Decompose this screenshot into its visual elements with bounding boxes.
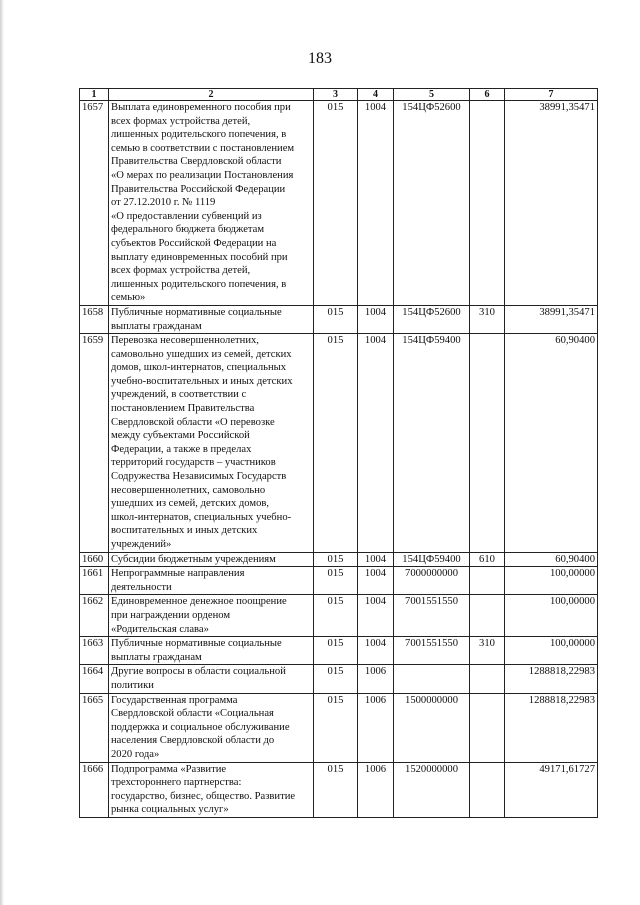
- col-header-6: 6: [470, 89, 505, 101]
- row-amount: 100,00000: [505, 637, 598, 665]
- row-target-code: 154ЦФ59400: [394, 334, 470, 553]
- row-number: 1657: [80, 101, 109, 306]
- row-expense-type: [470, 334, 505, 553]
- row-ministry-code: 015: [314, 665, 358, 693]
- row-ministry-code: 015: [314, 305, 358, 333]
- row-expense-type: [470, 595, 505, 637]
- row-expense-type: [470, 101, 505, 306]
- row-number: 1662: [80, 595, 109, 637]
- row-expense-type: 310: [470, 637, 505, 665]
- row-amount: 49171,61727: [505, 762, 598, 817]
- table-header-row: [80, 89, 598, 101]
- page-number: 183: [308, 50, 332, 67]
- row-expense-type: 310: [470, 305, 505, 333]
- col-header-2: 2: [109, 89, 314, 101]
- row-ministry-code: 015: [314, 552, 358, 567]
- row-amount: 38991,35471: [505, 305, 598, 333]
- row-amount: 1288818,22983: [505, 665, 598, 693]
- row-amount: 60,90400: [505, 334, 598, 553]
- table-row: [80, 305, 598, 333]
- table-row: [80, 334, 598, 553]
- row-expense-type: [470, 693, 505, 762]
- row-expense-type: [470, 762, 505, 817]
- row-section-code: 1004: [358, 101, 394, 306]
- row-target-code: [394, 665, 470, 693]
- row-number: 1666: [80, 762, 109, 817]
- row-target-code: 7001551550: [394, 637, 470, 665]
- row-description: Выплата единовременного пособия при всех формах устройства детей, лишенных родительского попечения, в семью в соответствии с постановлением Правительства Свердловской области «О мерах по реализации Постановления Правительства Российской Федерации от 27.12.2010 г. № 1119 «О предоставлении субвенций из федерального бюджета бюджетам субъектов Российской Федерации на выплату единовременных пособий при всех формах устройства детей, лишенных родительского попечения, в семью»: [109, 101, 314, 306]
- row-target-code: 1500000000: [394, 693, 470, 762]
- table-row: [80, 567, 598, 595]
- row-target-code: 154ЦФ59400: [394, 552, 470, 567]
- row-number: 1659: [80, 334, 109, 553]
- table-row: [80, 552, 598, 567]
- row-number: 1658: [80, 305, 109, 333]
- row-section-code: 1006: [358, 665, 394, 693]
- row-expense-type: [470, 665, 505, 693]
- row-description: Другие вопросы в области социальной политики: [109, 665, 314, 693]
- row-description: Подпрограмма «Развитие трехстороннего партнерства: государство, бизнес, общество. Развитие рынка социальных услуг»: [109, 762, 314, 817]
- row-expense-type: [470, 567, 505, 595]
- row-ministry-code: 015: [314, 567, 358, 595]
- table-row: [80, 101, 598, 306]
- row-target-code: 7000000000: [394, 567, 470, 595]
- row-section-code: 1004: [358, 567, 394, 595]
- table-row: [80, 762, 598, 817]
- table-row: [80, 693, 598, 762]
- table-row: [80, 595, 598, 637]
- col-header-4: 4: [358, 89, 394, 101]
- row-description: Государственная программа Свердловской области «Социальная поддержка и социальное обслуживание населения Свердловской области до 2020 года»: [109, 693, 314, 762]
- row-target-code: 7001551550: [394, 595, 470, 637]
- row-amount: 100,00000: [505, 595, 598, 637]
- row-section-code: 1006: [358, 693, 394, 762]
- row-ministry-code: 015: [314, 334, 358, 553]
- budget-table: [79, 88, 598, 818]
- row-ministry-code: 015: [314, 101, 358, 306]
- row-description: Перевозка несовершеннолетних, самовольно ушедших из семей, детских домов, школ-интернатов, специальных учебно-воспитательных и иных детских учреждений, в соответствии с постановлением Правительства Свердловской области «О перевозке между субъектами Российской Федерации, а также в пределах территорий государств – участников Содружества Независимых Государств несовершеннолетних, самовольно ушедших из семей, детских домов, школ-интернатов, специальных учебно- воспитательных и иных детских учреждений»: [109, 334, 314, 553]
- row-ministry-code: 015: [314, 762, 358, 817]
- row-ministry-code: 015: [314, 637, 358, 665]
- row-section-code: 1004: [358, 637, 394, 665]
- row-amount: 1288818,22983: [505, 693, 598, 762]
- row-number: 1663: [80, 637, 109, 665]
- col-header-1: 1: [80, 89, 109, 101]
- row-section-code: 1004: [358, 595, 394, 637]
- row-amount: 38991,35471: [505, 101, 598, 306]
- row-target-code: 1520000000: [394, 762, 470, 817]
- row-number: 1661: [80, 567, 109, 595]
- row-section-code: 1004: [358, 305, 394, 333]
- row-section-code: 1004: [358, 552, 394, 567]
- row-amount: 100,00000: [505, 567, 598, 595]
- table-row: [80, 637, 598, 665]
- row-description: Публичные нормативные социальные выплаты гражданам: [109, 305, 314, 333]
- row-description: Публичные нормативные социальные выплаты гражданам: [109, 637, 314, 665]
- row-ministry-code: 015: [314, 595, 358, 637]
- row-number: 1660: [80, 552, 109, 567]
- col-header-5: 5: [394, 89, 470, 101]
- table-row: [80, 665, 598, 693]
- row-description: Единовременное денежное поощрение при награждении орденом «Родительская слава»: [109, 595, 314, 637]
- row-ministry-code: 015: [314, 693, 358, 762]
- row-number: 1664: [80, 665, 109, 693]
- row-description: Субсидии бюджетным учреждениям: [109, 552, 314, 567]
- col-header-3: 3: [314, 89, 358, 101]
- row-expense-type: 610: [470, 552, 505, 567]
- row-target-code: 154ЦФ52600: [394, 101, 470, 306]
- row-amount: 60,90400: [505, 552, 598, 567]
- row-section-code: 1004: [358, 334, 394, 553]
- col-header-7: 7: [505, 89, 598, 101]
- scan-edge: [0, 0, 4, 905]
- row-description: Непрограммные направления деятельности: [109, 567, 314, 595]
- row-target-code: 154ЦФ52600: [394, 305, 470, 333]
- row-number: 1665: [80, 693, 109, 762]
- row-section-code: 1006: [358, 762, 394, 817]
